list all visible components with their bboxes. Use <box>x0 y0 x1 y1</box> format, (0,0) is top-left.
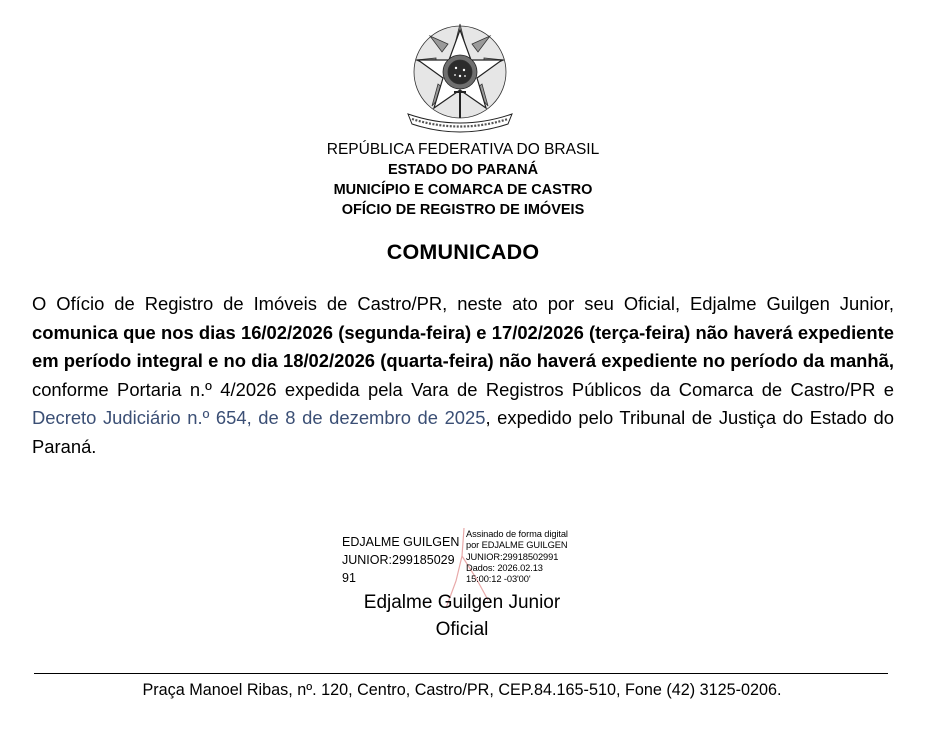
document-title: COMUNICADO <box>386 240 540 264</box>
signature-name-line3: 91 <box>342 571 356 585</box>
digital-signature-name <box>342 533 467 587</box>
body-decree-reference: Decreto Judiciário n.º 654, de 8 de dezembro de 2025 <box>32 407 486 428</box>
body-announcement: comunica que nos dias 16/02/2026 (segunda-feira) e 17/02/2026 (terça-feira) não haverá expediente em período integral e no dia 18/02/2026 (quarta-feira) não haverá expediente no período da manhã, <box>32 321 894 371</box>
header-republic: REPÚBLICA FEDERATIVA DO BRASIL <box>326 141 600 158</box>
body-ordinance: conforme Portaria n.º 4/2026 expedida pela Vara de Registros Públicos da Comarca de Castro/PR e <box>32 378 894 400</box>
document-header <box>0 140 926 220</box>
signature-detail-line2: por EDJALME GUILGEN <box>466 540 568 551</box>
header-municipality: MUNICÍPIO E COMARCA DE CASTRO <box>333 182 593 198</box>
footer-divider <box>34 673 888 674</box>
signer-block <box>0 589 924 643</box>
notice-body <box>32 290 894 461</box>
signature-detail-line3: JUNIOR:29918502991 <box>466 551 559 562</box>
brazil-coat-of-arms-icon <box>404 20 516 136</box>
header-office: OFÍCIO DE REGISTRO DE IMÓVEIS <box>341 202 585 218</box>
header-state: ESTADO DO PARANÁ <box>387 162 539 178</box>
digital-signature-details <box>466 529 591 585</box>
signature-detail-line1: Assinado de forma digital <box>466 529 568 539</box>
signer-role: Oficial <box>435 619 489 640</box>
body-closing: , expedido pelo Tribunal de Justiça do Estado do Paraná. <box>32 407 894 457</box>
signature-name-line1: EDJALME GUILGEN <box>342 535 460 549</box>
footer-address: Praça Manoel Ribas, nº. 120, Centro, Castro/PR, CEP.84.165-510, Fone (42) 3125-0206. <box>142 681 782 699</box>
signature-name-line2: JUNIOR:299185029 <box>342 553 455 567</box>
coat-of-arms-seal <box>404 20 516 136</box>
signer-name: Edjalme Guilgen Junior <box>363 592 561 613</box>
body-intro: O Ofício de Registro de Imóveis de Castro/PR, neste ato por seu Oficial, Edjalme Guilgen Junior, <box>32 293 894 314</box>
signature-detail-line5: 15:00:12 -03'00' <box>466 574 531 585</box>
signature-detail-line4: Dados: 2026.02.13 <box>466 562 543 573</box>
